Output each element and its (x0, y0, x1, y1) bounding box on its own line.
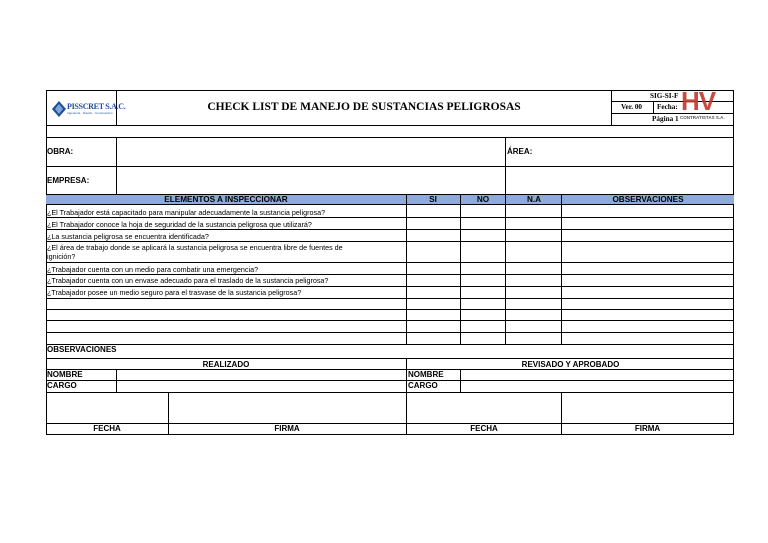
logo-mark-icon (52, 101, 66, 117)
row-line (46, 309, 734, 310)
nombre-label-right: NOMBRE (408, 370, 444, 379)
obs-bottom-line (46, 358, 734, 359)
hv-stamp-letters: HV (681, 86, 716, 116)
form-page: Página 1 (652, 115, 679, 123)
cargo-row-line (46, 392, 734, 393)
realizado-header: REALIZADO (202, 360, 250, 369)
col-header-na: N.A (526, 195, 542, 204)
firma-label-right: FIRMA (634, 424, 661, 433)
inspection-item-5: ¿Trabajador cuenta con un medio para combatir una emergencia? (47, 265, 259, 274)
row-line (46, 320, 734, 321)
col-header-si: SI (429, 195, 437, 204)
inspection-item-4-cont: ignición? (47, 252, 76, 261)
obra-label: OBRA: (47, 147, 74, 156)
nombre-label-left: NOMBRE (47, 370, 83, 379)
logo-subtext: Ingeniería · Diseño · Construcción (67, 111, 113, 115)
col-header-no: NO (476, 195, 490, 204)
firma-label-left: FIRMA (274, 424, 300, 433)
inspection-item-2: ¿El Trabajador conoce la hoja de seguridad de la sustancia peligrosa que utilizará? (47, 220, 312, 229)
observaciones-label: OBSERVACIONES (47, 345, 117, 354)
inspection-item-7: ¿Trabajador posee un medio seguro para el trasvase de la sustancia peligrosa? (47, 288, 302, 297)
form-date-label: Fecha: (657, 103, 678, 111)
fecha-label-left: FECHA (93, 424, 121, 433)
inspection-item-1: ¿El Trabajador está capacitado para manipular adecuadamente la sustancia peligrosa? (47, 208, 326, 217)
header-divider-right (611, 90, 612, 126)
sign-header-line (46, 369, 734, 370)
empresa-label: EMPRESA: (47, 176, 90, 185)
company-logo (52, 99, 126, 119)
row-line (46, 262, 734, 263)
hv-stamp-logo (679, 86, 733, 124)
col-header-observaciones: OBSERVACIONES (612, 195, 684, 204)
col-header-elementos: ELEMENTOS A INSPECCIONAR (164, 195, 288, 204)
cargo-label-right: CARGO (408, 381, 438, 390)
inspection-item-3: ¿La sustancia peligrosa se encuentra identificada? (47, 232, 209, 241)
form-code: SIG-SI-F (650, 92, 679, 100)
logo-text: PISSCRET S.A.C. (67, 102, 126, 111)
fecha-firma-label-line (46, 423, 734, 424)
row-line (46, 286, 734, 287)
inspection-item-6: ¿Trabajador cuenta con un envase adecuado para el traslado de la sustancia peligrosa? (47, 276, 329, 285)
hv-stamp-caption: CONTRATISTAS S.A. (680, 115, 725, 120)
row-line (46, 344, 734, 345)
row-line (46, 217, 734, 218)
area-label: ÁREA: (507, 147, 533, 156)
form-version: Ver. 00 (621, 103, 643, 111)
row-line (46, 298, 734, 299)
revisado-header: REVISADO Y APROBADO (521, 360, 620, 369)
inspection-item-4: ¿El área de trabajo donde se aplicará la sustancia peligrosa se encuentra libre de fuentes de (47, 243, 343, 252)
nombre-row-line (46, 380, 734, 381)
row-line (46, 274, 734, 275)
form-title: CHECK LIST DE MANEJO DE SUSTANCIAS PELIGROSAS (207, 101, 521, 113)
fecha-label-right: FECHA (470, 424, 498, 433)
header-subdivider (653, 101, 654, 113)
row-line (46, 241, 734, 242)
row-line (46, 229, 734, 230)
row-line (46, 332, 734, 333)
cargo-label-left: CARGO (47, 381, 77, 390)
obra-row-line (46, 166, 734, 167)
blank-row-line (46, 137, 734, 138)
